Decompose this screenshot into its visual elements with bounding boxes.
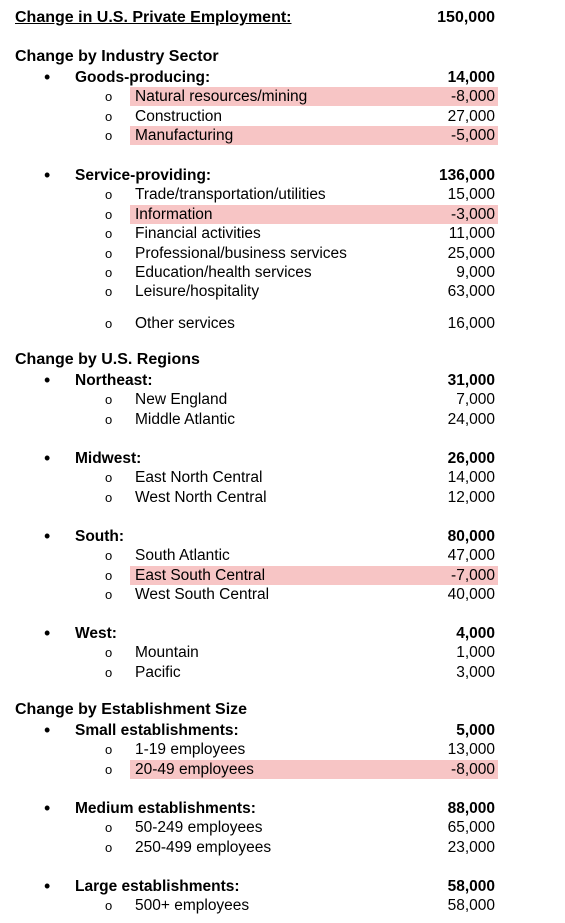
item-value: 58,000 <box>447 897 495 914</box>
section-heading: Change by U.S. Regions <box>15 351 200 368</box>
sub-bullet-icon: o <box>105 742 113 757</box>
bullet-icon: • <box>44 526 51 546</box>
report-total-value: 150,000 <box>437 9 495 26</box>
item-value: 12,000 <box>447 489 495 506</box>
group-row <box>0 68 565 87</box>
item-label: 500+ employees <box>135 897 250 914</box>
sub-bullet-icon: o <box>105 226 113 241</box>
item-label: Natural resources/mining <box>135 88 308 105</box>
sub-bullet-icon: o <box>105 762 113 777</box>
item-label: 250-499 employees <box>135 839 272 856</box>
group-row <box>0 877 565 896</box>
item-label: Information <box>135 206 213 223</box>
item-value: 13,000 <box>447 741 495 758</box>
group-label: Large establishments: <box>75 878 240 895</box>
group-value: 26,000 <box>447 450 495 467</box>
sub-bullet-icon: o <box>105 284 113 299</box>
sub-bullet-icon: o <box>105 392 113 407</box>
group-label: West: <box>75 625 117 642</box>
group-label: Northeast: <box>75 372 153 389</box>
item-label: Manufacturing <box>135 127 234 144</box>
group-row <box>0 624 565 643</box>
group-value: 5,000 <box>456 722 495 739</box>
item-label: Pacific <box>135 664 181 681</box>
item-value: 40,000 <box>447 586 495 603</box>
sub-bullet-icon: o <box>105 898 113 913</box>
item-value: -3,000 <box>451 206 495 223</box>
item-label: West South Central <box>135 586 270 603</box>
group-row <box>0 371 565 390</box>
item-label: Other services <box>135 315 235 332</box>
item-row <box>0 263 565 282</box>
sub-bullet-icon: o <box>105 316 113 331</box>
group-value: 4,000 <box>456 625 495 642</box>
bullet-icon: • <box>44 370 51 390</box>
item-value: -7,000 <box>451 567 495 584</box>
item-row <box>0 760 565 779</box>
bullet-icon: • <box>44 623 51 643</box>
sub-bullet-icon: o <box>105 490 113 505</box>
item-row <box>0 740 565 759</box>
item-value: -8,000 <box>451 88 495 105</box>
item-row <box>0 314 565 333</box>
item-value: 7,000 <box>456 391 495 408</box>
bullet-icon: • <box>44 448 51 468</box>
item-row <box>0 566 565 585</box>
bullet-icon: • <box>44 876 51 896</box>
item-row <box>0 87 565 106</box>
item-value: 11,000 <box>448 225 495 242</box>
sub-bullet-icon: o <box>105 109 113 124</box>
item-row <box>0 643 565 662</box>
item-label: Education/health services <box>135 264 312 281</box>
item-label: 20-49 employees <box>135 761 254 778</box>
section-heading: Change by Industry Sector <box>15 48 219 65</box>
item-value: 23,000 <box>447 839 495 856</box>
group-row <box>0 799 565 818</box>
sub-bullet-icon: o <box>105 820 113 835</box>
item-label: Professional/business services <box>135 245 347 262</box>
item-value: 25,000 <box>447 245 495 262</box>
item-label: Financial activities <box>135 225 261 242</box>
item-value: 16,000 <box>447 315 495 332</box>
item-row <box>0 205 565 224</box>
item-row <box>0 126 565 145</box>
item-label: Leisure/hospitality <box>135 283 260 300</box>
item-row <box>0 185 565 204</box>
sub-bullet-icon: o <box>105 548 113 563</box>
item-row <box>0 468 565 487</box>
group-value: 31,000 <box>447 372 495 389</box>
item-label: Construction <box>135 108 223 125</box>
section-heading: Change by Establishment Size <box>15 701 248 718</box>
group-label: Small establishments: <box>75 722 239 739</box>
group-row <box>0 527 565 546</box>
bullet-icon: • <box>44 798 51 818</box>
item-value: -8,000 <box>451 761 495 778</box>
item-value: 3,000 <box>456 664 495 681</box>
item-row <box>0 224 565 243</box>
item-row <box>0 488 565 507</box>
sub-bullet-icon: o <box>105 412 113 427</box>
sub-bullet-icon: o <box>105 665 113 680</box>
group-value: 58,000 <box>447 878 495 895</box>
item-row <box>0 818 565 837</box>
item-value: 14,000 <box>447 469 495 486</box>
item-row <box>0 838 565 857</box>
bullet-icon: • <box>44 720 51 740</box>
sub-bullet-icon: o <box>105 265 113 280</box>
group-value: 14,000 <box>447 69 495 86</box>
sub-bullet-icon: o <box>105 470 113 485</box>
bullet-icon: • <box>44 165 51 185</box>
item-label: Trade/transportation/utilities <box>135 186 326 203</box>
bullet-icon: • <box>44 67 51 87</box>
item-label: New England <box>135 391 228 408</box>
item-value: 47,000 <box>447 547 495 564</box>
group-value: 80,000 <box>447 528 495 545</box>
group-label: Goods-producing: <box>75 69 211 86</box>
item-value: 15,000 <box>447 186 495 203</box>
item-value: 1,000 <box>456 644 495 661</box>
item-label: Middle Atlantic <box>135 411 235 428</box>
group-label: Midwest: <box>75 450 142 467</box>
sub-bullet-icon: o <box>105 645 113 660</box>
item-row <box>0 896 565 915</box>
item-value: -5,000 <box>451 127 495 144</box>
group-row <box>0 449 565 468</box>
item-label: South Atlantic <box>135 547 230 564</box>
sub-bullet-icon: o <box>105 128 113 143</box>
item-value: 63,000 <box>447 283 495 300</box>
item-row <box>0 244 565 263</box>
item-label: 1-19 employees <box>135 741 246 758</box>
group-row <box>0 166 565 185</box>
item-row <box>0 410 565 429</box>
sub-bullet-icon: o <box>105 840 113 855</box>
group-label: South: <box>75 528 125 545</box>
item-value: 9,000 <box>456 264 495 281</box>
group-label: Medium establishments: <box>75 800 256 817</box>
item-row <box>0 282 565 301</box>
sub-bullet-icon: o <box>105 246 113 261</box>
item-value: 24,000 <box>447 411 495 428</box>
item-row <box>0 390 565 409</box>
report-title-label: Change in U.S. Private Employment: <box>15 9 292 26</box>
item-label: East North Central <box>135 469 263 486</box>
item-label: 50-249 employees <box>135 819 263 836</box>
sub-bullet-icon: o <box>105 89 113 104</box>
sub-bullet-icon: o <box>105 587 113 602</box>
item-label: East South Central <box>135 567 266 584</box>
item-label: West North Central <box>135 489 267 506</box>
item-label: Mountain <box>135 644 199 661</box>
sub-bullet-icon: o <box>105 207 113 222</box>
item-row <box>0 546 565 565</box>
group-label: Service-providing: <box>75 167 212 184</box>
item-row <box>0 107 565 126</box>
group-row <box>0 721 565 740</box>
report-title <box>15 9 495 29</box>
item-row <box>0 585 565 604</box>
sub-bullet-icon: o <box>105 568 113 583</box>
item-value: 65,000 <box>447 819 495 836</box>
item-value: 27,000 <box>447 108 495 125</box>
sub-bullet-icon: o <box>105 187 113 202</box>
group-value: 88,000 <box>447 800 495 817</box>
item-row <box>0 663 565 682</box>
group-value: 136,000 <box>438 167 495 184</box>
